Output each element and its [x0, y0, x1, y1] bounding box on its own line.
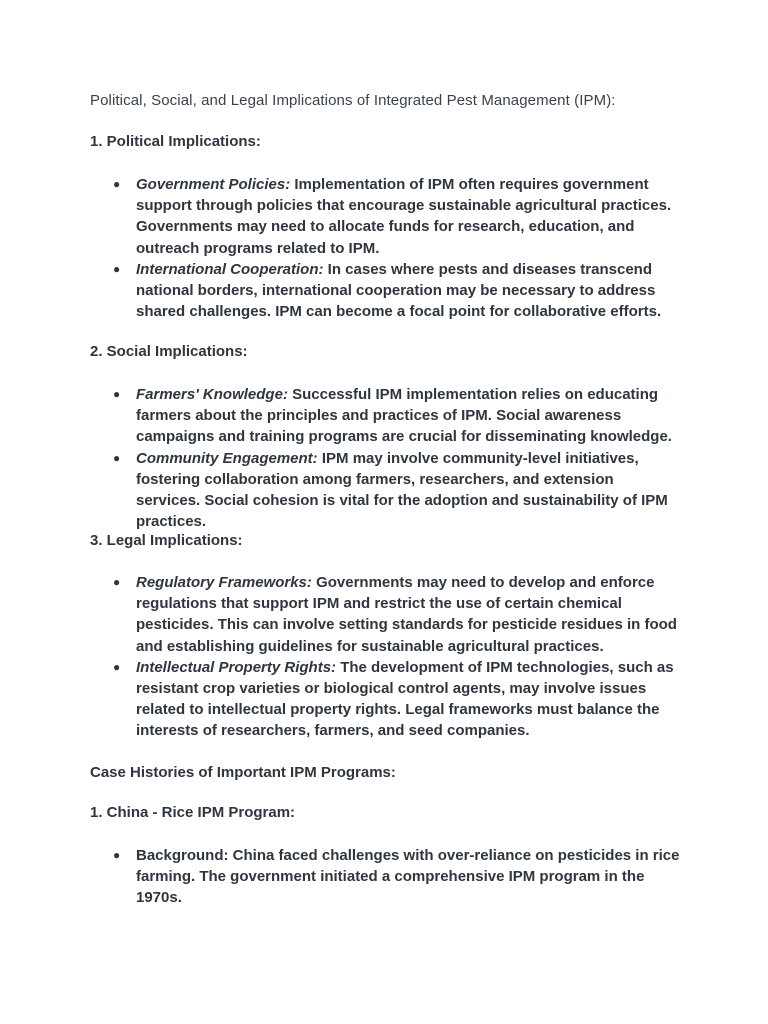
bullet-icon: ●	[113, 659, 121, 674]
list-item	[0, 657, 681, 742]
item-text: The development of IPM technologies, such as resistant crop varieties or biological control agents, may involve issues related to intellectual property rights. Legal frameworks must balance the interests of researchers, farmers, and seed companies.	[136, 658, 674, 740]
political-list	[0, 174, 768, 322]
item-term: Farmers' Knowledge:	[136, 386, 288, 403]
item-text: IPM may involve community-level initiatives, fostering collaboration among farmers, researchers, and extension services. Social cohesion is vital for the adoption and sustainability of IPM practices.	[136, 449, 668, 531]
list-item	[0, 384, 681, 448]
bullet-icon: ●	[113, 848, 121, 862]
legal-list	[0, 572, 768, 742]
bullet-icon: ●	[113, 261, 121, 276]
list-item	[0, 174, 681, 259]
social-heading: 2. Social Implications:	[90, 343, 248, 360]
bullet-icon: ●	[113, 450, 121, 465]
list-item	[0, 572, 681, 657]
item-term: International Cooperation:	[136, 260, 324, 278]
item-text: Implementation of IPM often requires government support through policies that encourage sustainable agricultural practices. Governments may need to allocate funds for research, education, and outreach programs related to IPM.	[136, 176, 672, 257]
political-heading: 1. Political Implications:	[90, 133, 261, 150]
list-item	[0, 845, 681, 909]
legal-heading: 3. Legal Implications:	[90, 532, 243, 549]
item-text: Successful IPM implementation relies on educating farmers about the principles and practices of IPM. Social awareness campaigns and training programs are crucial for disseminating knowledge.	[136, 386, 672, 446]
bullet-icon: ●	[113, 575, 121, 589]
bullet-icon: ●	[113, 387, 121, 401]
item-text: Governments may need to develop and enforce regulations that support IPM and restrict the use of certain chemical pesticides. This can involve setting standards for pesticide residues in food and establishing guidelines for sustainable agricultural practices.	[136, 574, 677, 655]
item-term: Intellectual Property Rights:	[136, 658, 337, 676]
item-term: Government Policies:	[136, 176, 291, 193]
china-heading: 1. China - Rice IPM Program:	[90, 804, 296, 821]
social-list	[0, 384, 768, 532]
item-term: Community Engagement:	[136, 449, 318, 467]
document-title: Political, Social, and Legal Implications of Integrated Pest Management (IPM):	[90, 92, 616, 109]
case-histories-heading: Case Histories of Important IPM Programs:	[90, 764, 396, 781]
item-term: Regulatory Frameworks:	[136, 574, 312, 591]
item-text: Background: China faced challenges with over-reliance on pesticides in rice farming. The government initiated a comprehensive IPM program in the 1970s.	[136, 847, 680, 907]
list-item	[0, 448, 681, 533]
list-item	[0, 259, 681, 323]
china-list	[0, 845, 768, 909]
bullet-icon: ●	[113, 177, 121, 191]
item-text: In cases where pests and diseases transcend national borders, international cooperation may be necessary to address shared challenges. IPM can become a focal point for collaborative efforts.	[136, 260, 662, 321]
